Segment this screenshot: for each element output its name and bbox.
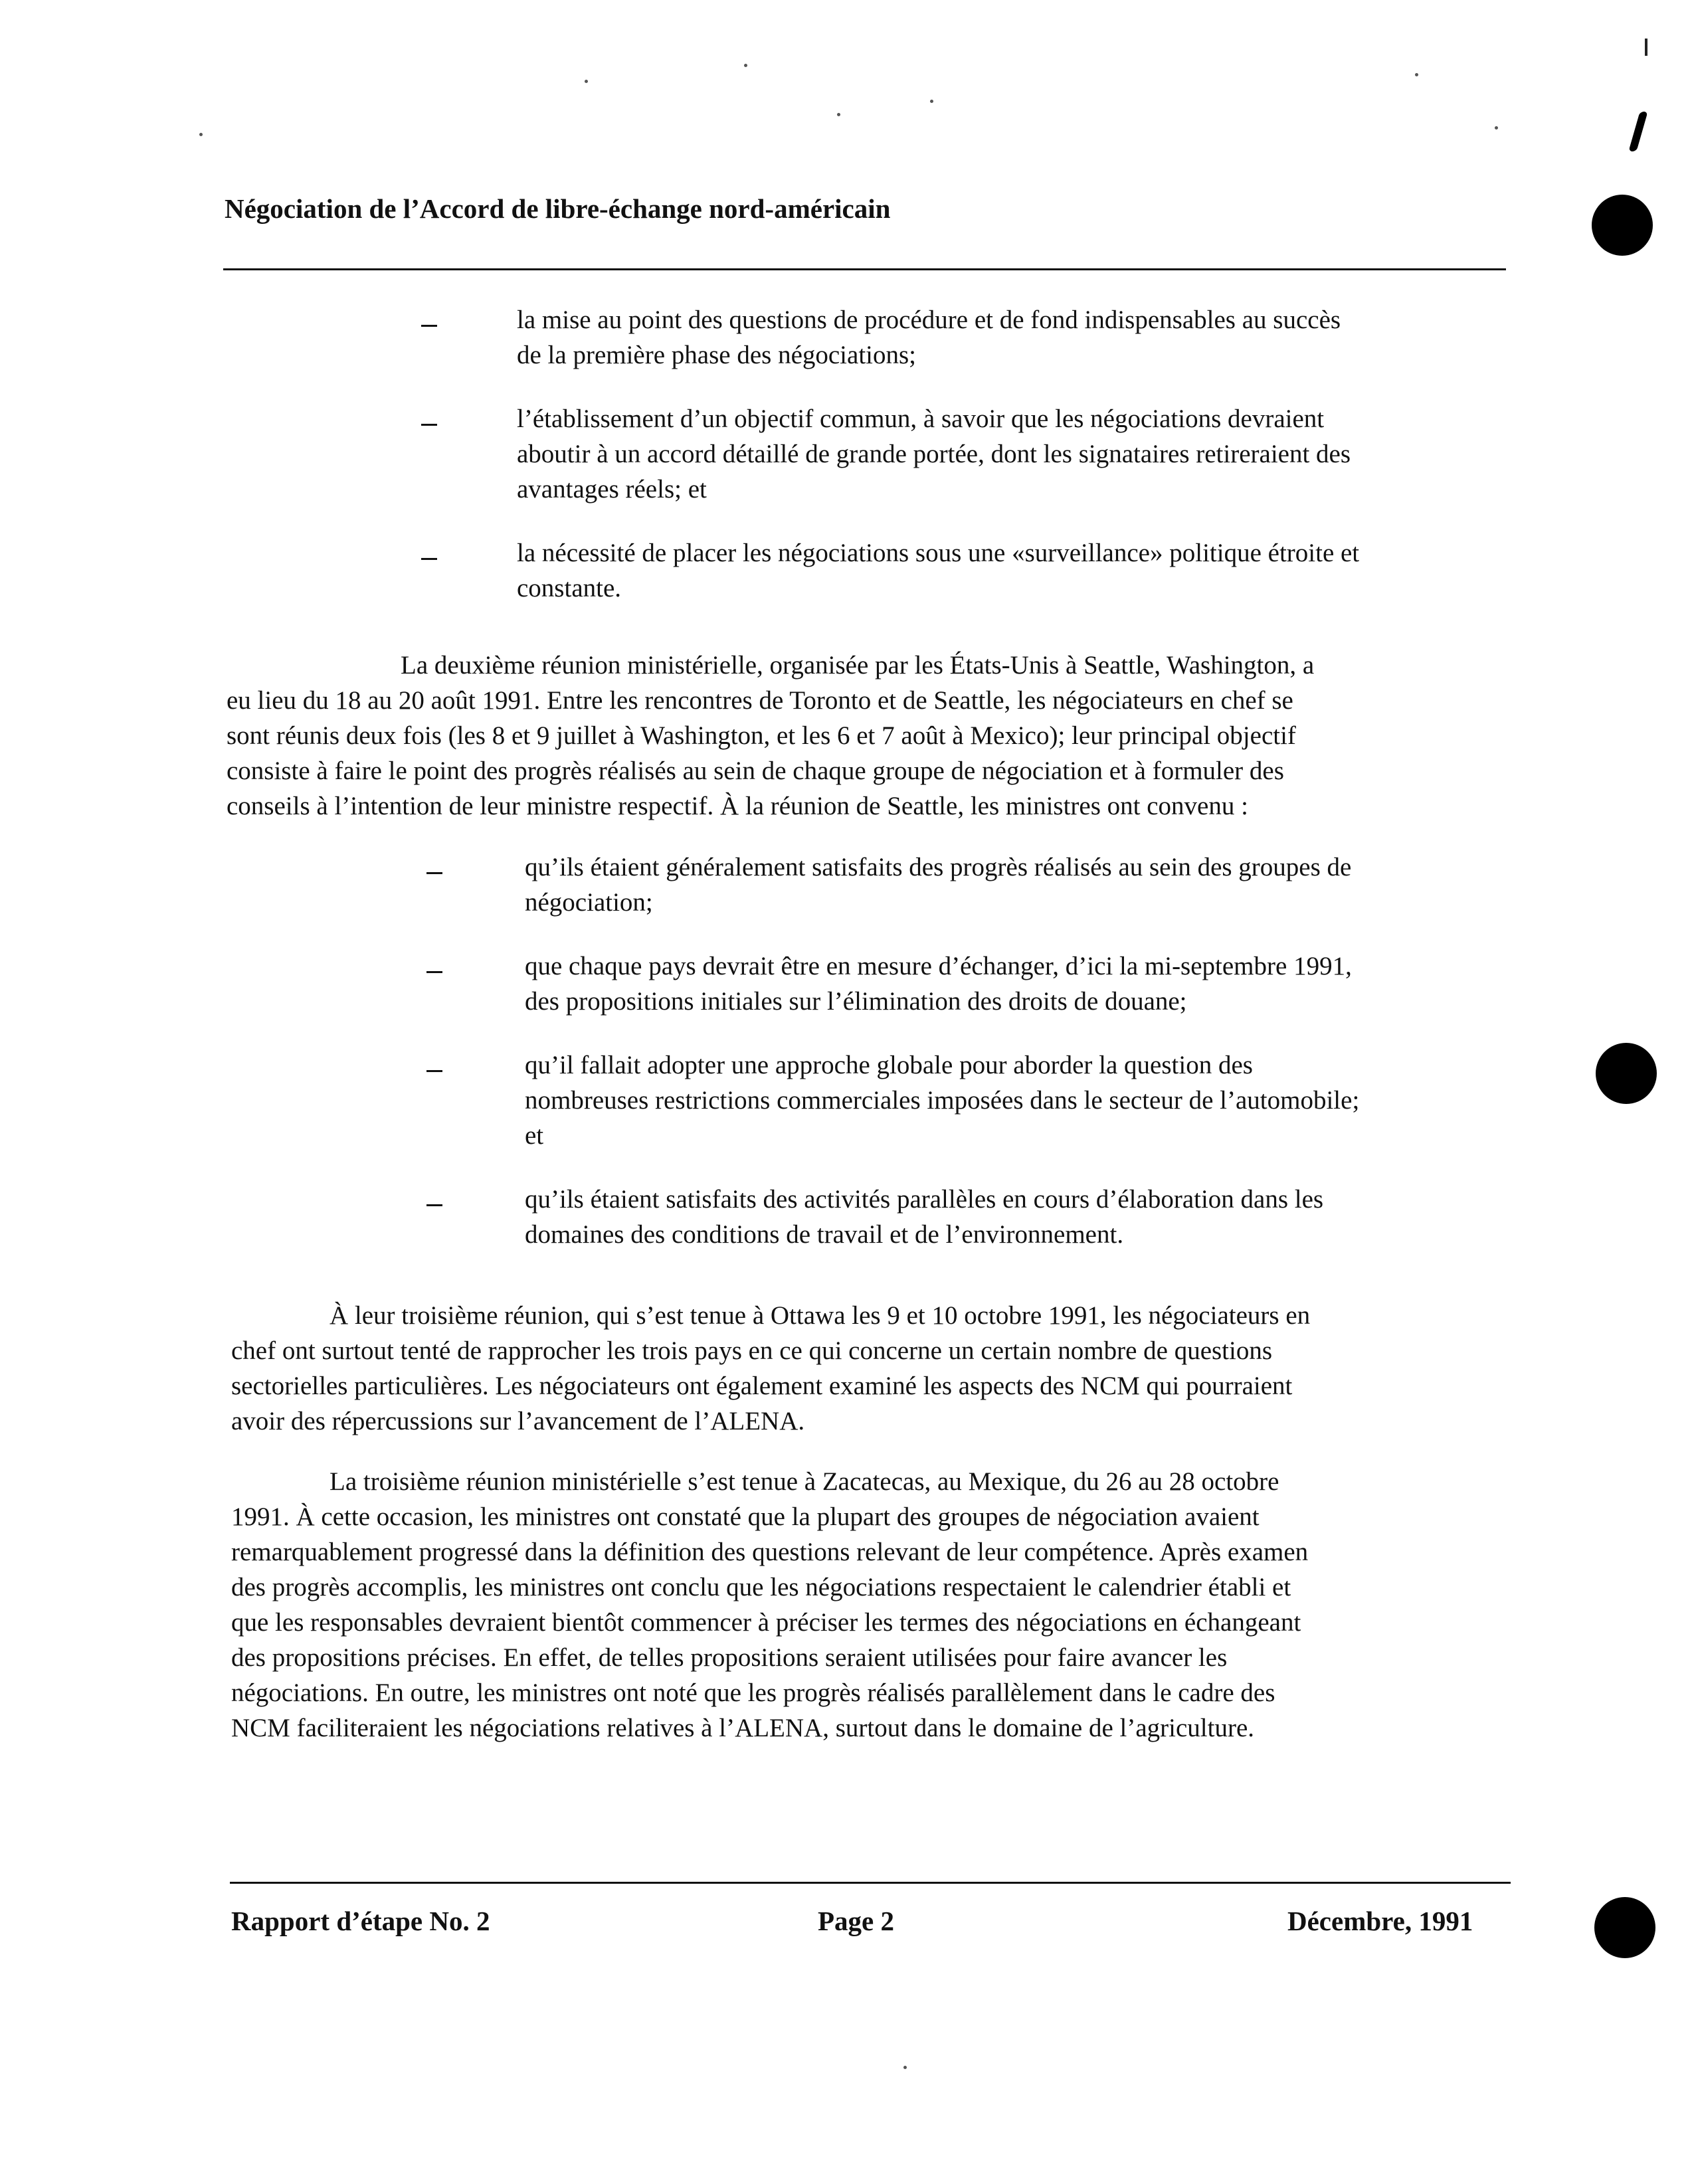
dash-marker [426, 872, 442, 874]
list-item-line: qu’ils étaient satisfaits des activités parallèles en cours d’élaboration dans les [525, 1185, 1324, 1214]
list-item-line: négociation; [525, 888, 653, 917]
paragraph-line: La deuxième réunion ministérielle, organisée par les États-Unis à Seattle, Washington, a [401, 651, 1315, 680]
list-item-line: aboutir à un accord détaillé de grande portée, dont les signataires retireraient des [517, 440, 1351, 468]
paragraph-line: sectorielles particulières. Les négociateurs ont également examiné les aspects des NCM qui pourraient [231, 1372, 1293, 1400]
list-item [517, 401, 1359, 507]
bullet-list-second [525, 850, 1359, 1252]
list-item-line: la mise au point des questions de procédure et de fond indispensables au succès [517, 306, 1341, 334]
list-item-line: qu’il fallait adopter une approche globale pour aborder la question des [525, 1051, 1253, 1079]
scan-speck [1495, 126, 1498, 130]
list-item [525, 1047, 1359, 1153]
list-item-line: nombreuses restrictions commerciales imposées dans le secteur de l’automobile; [525, 1086, 1360, 1115]
paragraph-line: négociations. En outre, les ministres ont noté que les progrès réalisés parallèlement dans le cadre des [231, 1679, 1275, 1707]
list-item [525, 850, 1359, 920]
list-item [525, 949, 1359, 1019]
punch-hole [1594, 1897, 1655, 1958]
dash-marker [426, 1070, 442, 1072]
scan-speck [199, 133, 203, 136]
paragraph-line: La troisième réunion ministérielle s’est tenue à Zacatecas, au Mexique, du 26 au 28 octobre [329, 1467, 1279, 1496]
scan-speck [837, 113, 840, 116]
paragraph [231, 1464, 1308, 1746]
list-item-line: constante. [517, 574, 622, 602]
list-item-line: que chaque pays devrait être en mesure d’échanger, d’ici la mi-septembre 1991, [525, 952, 1352, 980]
list-item-line: et [525, 1121, 544, 1150]
paragraph-line: que les responsables devraient bientôt commencer à préciser les termes des négociations en échangeant [231, 1608, 1301, 1637]
footer-page-number: Page 2 [818, 1906, 894, 1936]
list-item-line: l’établissement d’un objectif commun, à savoir que les négociations devraient [517, 405, 1325, 433]
punch-hole [1596, 1043, 1657, 1104]
dash-marker [421, 325, 437, 327]
scan-speck [903, 2066, 907, 2069]
paragraph-line: À leur troisième réunion, qui s’est tenue à Ottawa les 9 et 10 octobre 1991, les négociateurs en [329, 1301, 1311, 1330]
page-header-title: Négociation de l’Accord de libre-échange nord-américain [225, 193, 891, 224]
paragraph-line: avoir des répercussions sur l’avancement de l’ALENA. [231, 1407, 805, 1435]
paragraph-line: conseils à l’intention de leur ministre respectif. À la réunion de Seattle, les ministres ont convenu : [227, 792, 1248, 820]
footer-date: Décembre, 1991 [1287, 1906, 1473, 1936]
paragraph-line: chef ont surtout tenté de rapprocher les trois pays en ce qui concerne un certain nombre de questions [231, 1336, 1273, 1365]
list-item-line: avantages réels; et [517, 475, 707, 503]
list-item-line: la nécessité de placer les négociations sous une «surveillance» politique étroite et [517, 539, 1360, 567]
header-rule [223, 268, 1506, 270]
dash-marker [426, 1204, 442, 1206]
list-item [525, 1182, 1359, 1252]
paragraph-line: 1991. À cette occasion, les ministres ont constaté que la plupart des groupes de négociation avaient [231, 1502, 1260, 1531]
list-item [517, 302, 1359, 373]
list-item-line: domaines des conditions de travail et de l’environnement. [525, 1220, 1124, 1249]
paragraph [227, 648, 1314, 824]
list-item-line: des propositions initiales sur l’élimination des droits de douane; [525, 987, 1187, 1016]
dash-marker [421, 558, 437, 560]
paragraph-line: eu lieu du 18 au 20 août 1991. Entre les rencontres de Toronto et de Seattle, les négociateurs en chef se [227, 686, 1293, 715]
paragraph-line: des propositions précises. En effet, de telles propositions seraient utilisées pour faire avancer les [231, 1643, 1228, 1672]
scan-speck [1415, 73, 1418, 76]
paragraph-line: des progrès accomplis, les ministres ont conclu que les négociations respectaient le calendrier établi et [231, 1573, 1291, 1601]
paragraph-line: NCM faciliteraient les négociations relatives à l’ALENA, surtout dans le domaine de l’agriculture. [231, 1714, 1255, 1742]
paragraph-line: consiste à faire le point des progrès réalisés au sein de chaque groupe de négociation et à formuler des [227, 757, 1284, 785]
list-item [517, 535, 1359, 606]
punch-hole [1592, 195, 1653, 256]
scan-mark [1628, 112, 1647, 151]
list-item-line: de la première phase des négociations; [517, 341, 917, 369]
scan-speck [930, 100, 933, 103]
paragraph [231, 1298, 1310, 1439]
dash-marker [421, 424, 437, 426]
footer-report-label: Rapport d’étape No. 2 [231, 1906, 490, 1936]
footer-rule [230, 1882, 1511, 1884]
paragraph-line: sont réunis deux fois (les 8 et 9 juillet à Washington, et les 6 et 7 août à Mexico); leur principal objectif [227, 721, 1296, 750]
scan-mark [1645, 39, 1647, 56]
list-item-line: qu’ils étaient généralement satisfaits des progrès réalisés au sein des groupes de [525, 853, 1352, 881]
bullet-list-first [517, 302, 1359, 606]
dash-marker [426, 971, 442, 973]
paragraph-line: remarquablement progressé dans la définition des questions relevant de leur compétence. Après examen [231, 1538, 1309, 1566]
scan-speck [744, 64, 747, 67]
scan-speck [585, 80, 588, 83]
